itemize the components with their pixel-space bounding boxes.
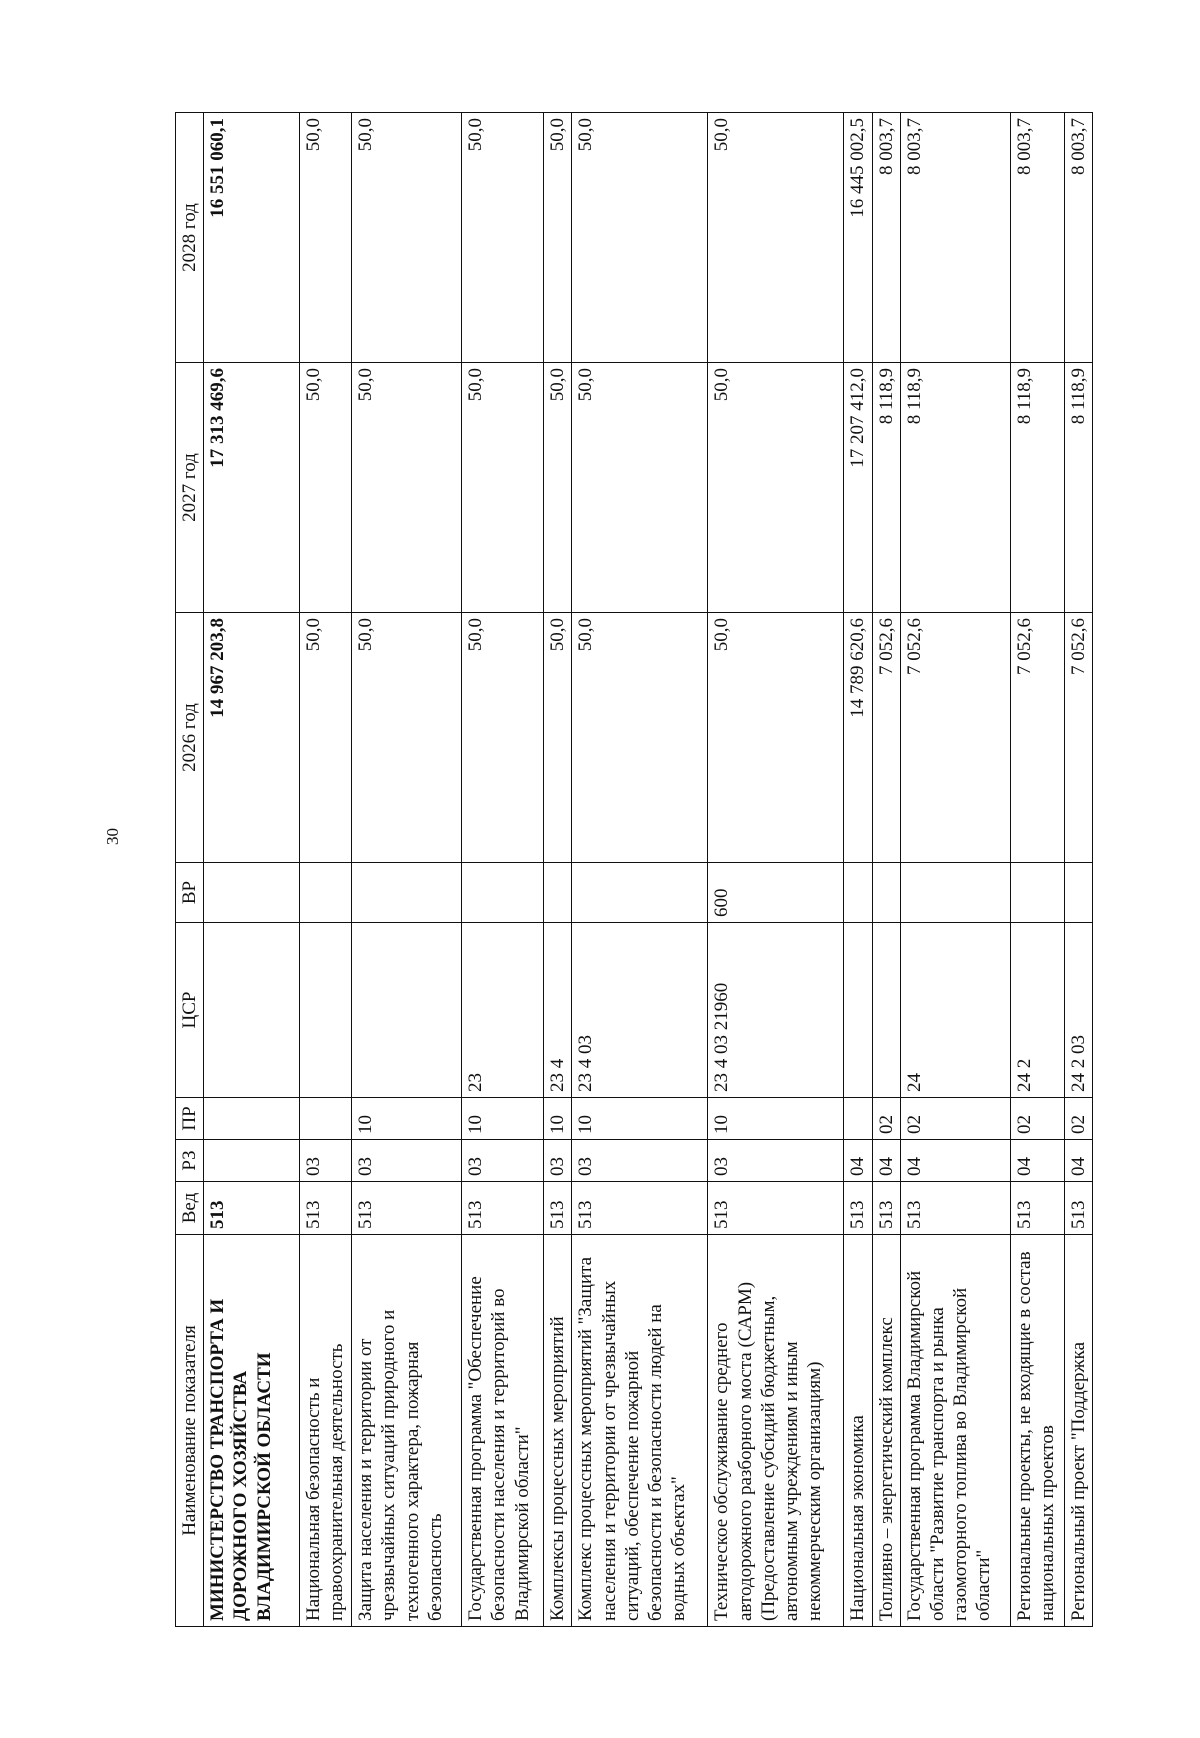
row-vr [1064, 863, 1092, 923]
row-pr: 10 [544, 1098, 572, 1140]
row-ved: 513 [1064, 1182, 1092, 1235]
row-2028: 50,0 [352, 113, 462, 363]
row-vr: 600 [708, 863, 844, 923]
row-pr [844, 1098, 872, 1140]
row-2026: 50,0 [572, 613, 708, 863]
table-row [844, 113, 872, 1627]
row-name: Топливно – энергетический комплекс [872, 1235, 900, 1627]
row-ved: 513 [352, 1182, 462, 1235]
row-2027: 8 118,9 [1064, 363, 1092, 613]
table-row [1064, 113, 1092, 1627]
row-name: Региональные проекты, не входящие в состав национальных проектов [1010, 1235, 1064, 1627]
row-pr: 10 [462, 1098, 544, 1140]
row-vr [900, 863, 1010, 923]
header-2027: 2027 год [176, 363, 204, 613]
header-vr: ВР [176, 863, 204, 923]
row-ved: 513 [462, 1182, 544, 1235]
row-pr [300, 1098, 352, 1140]
table-row [572, 113, 708, 1627]
row-2027: 50,0 [352, 363, 462, 613]
row-csr: 23 4 03 21960 [708, 923, 844, 1098]
row-2027: 50,0 [572, 363, 708, 613]
table-row [708, 113, 844, 1627]
row-name: Техническое обслуживание среднего автодорожного разборного моста (САРМ) (Предоставление субсидий бюджетным, автономным учреждениям и иным некоммерческим организациям) [708, 1235, 844, 1627]
header-csr: ЦСР [176, 923, 204, 1098]
row-2027: 8 118,9 [1010, 363, 1064, 613]
header-name: Наименование показателя [176, 1235, 204, 1627]
row-vr [1010, 863, 1064, 923]
row-ved: 513 [872, 1182, 900, 1235]
row-2028: 50,0 [708, 113, 844, 363]
header-2026: 2026 год [176, 613, 204, 863]
row-2028: 8 003,7 [872, 113, 900, 363]
row-ved: 513 [900, 1182, 1010, 1235]
row-ved: 513 [1010, 1182, 1064, 1235]
row-rz: 04 [872, 1140, 900, 1182]
row-ved: 513 [844, 1182, 872, 1235]
row-rz: 03 [352, 1140, 462, 1182]
rotated-page-content [175, 113, 1198, 1627]
row-2026: 50,0 [352, 613, 462, 863]
row-rz: 04 [1064, 1140, 1092, 1182]
row-name: Государственная программа Владимирской области "Развитие транспорта и рынка газомоторного топлива во Владимирской области" [900, 1235, 1010, 1627]
row-2028: 50,0 [462, 113, 544, 363]
row-rz [204, 1140, 300, 1182]
table-row [900, 113, 1010, 1627]
row-pr: 10 [708, 1098, 844, 1140]
row-ved: 513 [708, 1182, 844, 1235]
table-header-row [176, 113, 204, 1627]
row-name: Государственная программа "Обеспечение безопасности населения и территорий во Владимирской области" [462, 1235, 544, 1627]
row-2027: 50,0 [544, 363, 572, 613]
row-csr: 23 4 [544, 923, 572, 1098]
table-row [544, 113, 572, 1627]
table-row [462, 113, 544, 1627]
row-pr: 10 [572, 1098, 708, 1140]
table-row [1010, 113, 1064, 1627]
row-rz: 04 [900, 1140, 1010, 1182]
row-2027: 17 207 412,0 [844, 363, 872, 613]
table-row [300, 113, 352, 1627]
row-2027: 17 313 469,6 [204, 363, 300, 613]
row-2026: 50,0 [708, 613, 844, 863]
row-2028: 16 445 002,5 [844, 113, 872, 363]
row-name: Защита населения и территории от чрезвычайных ситуаций природного и техногенного характера, пожарная безопасность [352, 1235, 462, 1627]
row-name: МИНИСТЕРСТВО ТРАНСПОРТА И ДОРОЖНОГО ХОЗЯЙСТВА ВЛАДИМИРСКОЙ ОБЛАСТИ [204, 1235, 300, 1627]
table-row [352, 113, 462, 1627]
row-ved: 513 [204, 1182, 300, 1235]
row-csr [204, 923, 300, 1098]
row-pr: 02 [872, 1098, 900, 1140]
row-ved: 513 [544, 1182, 572, 1235]
row-ved: 513 [300, 1182, 352, 1235]
row-pr: 02 [1010, 1098, 1064, 1140]
header-pr: ПР [176, 1098, 204, 1140]
row-pr: 02 [900, 1098, 1010, 1140]
header-2028: 2028 год [176, 113, 204, 363]
row-name: Национальная безопасность и правоохранительная деятельность [300, 1235, 352, 1627]
row-vr [872, 863, 900, 923]
row-rz: 03 [544, 1140, 572, 1182]
row-csr [300, 923, 352, 1098]
row-2027: 50,0 [708, 363, 844, 613]
row-csr: 23 [462, 923, 544, 1098]
row-2026: 7 052,6 [1064, 613, 1092, 863]
row-pr: 10 [352, 1098, 462, 1140]
row-2028: 8 003,7 [900, 113, 1010, 363]
row-rz: 03 [572, 1140, 708, 1182]
row-pr [204, 1098, 300, 1140]
row-2026: 7 052,6 [872, 613, 900, 863]
row-2028: 50,0 [544, 113, 572, 363]
row-2026: 14 967 203,8 [204, 613, 300, 863]
row-csr [352, 923, 462, 1098]
row-ved: 513 [572, 1182, 708, 1235]
row-2026: 50,0 [462, 613, 544, 863]
row-2027: 50,0 [462, 363, 544, 613]
row-2028: 16 551 060,1 [204, 113, 300, 363]
row-vr [544, 863, 572, 923]
budget-table [175, 112, 1093, 1627]
row-2028: 8 003,7 [1010, 113, 1064, 363]
header-ved: Вед [176, 1182, 204, 1235]
row-2027: 8 118,9 [900, 363, 1010, 613]
row-csr [872, 923, 900, 1098]
row-2027: 50,0 [300, 363, 352, 613]
row-2026: 14 789 620,6 [844, 613, 872, 863]
header-rz: РЗ [176, 1140, 204, 1182]
row-csr: 23 4 03 [572, 923, 708, 1098]
row-rz: 04 [844, 1140, 872, 1182]
page-number: 30 [103, 828, 122, 845]
table-row [872, 113, 900, 1627]
row-2026: 50,0 [300, 613, 352, 863]
row-csr [844, 923, 872, 1098]
table-row [204, 113, 300, 1627]
row-rz: 03 [462, 1140, 544, 1182]
row-2026: 7 052,6 [900, 613, 1010, 863]
row-rz: 04 [1010, 1140, 1064, 1182]
row-csr: 24 [900, 923, 1010, 1098]
row-name: Национальная экономика [844, 1235, 872, 1627]
row-pr: 02 [1064, 1098, 1092, 1140]
row-name: Комплекс процессных мероприятий "Защита населения и территории от чрезвычайных ситуаций, обеспечение пожарной безопасности и безопасности людей на водных объектах" [572, 1235, 708, 1627]
row-csr: 24 2 03 [1064, 923, 1092, 1098]
row-rz: 03 [708, 1140, 844, 1182]
row-2026: 7 052,6 [1010, 613, 1064, 863]
row-2028: 50,0 [300, 113, 352, 363]
row-2028: 8 003,7 [1064, 113, 1092, 363]
row-2027: 8 118,9 [872, 363, 900, 613]
row-csr: 24 2 [1010, 923, 1064, 1098]
row-vr [462, 863, 544, 923]
row-vr [572, 863, 708, 923]
row-vr [844, 863, 872, 923]
row-name: Региональный проект "Поддержка [1064, 1235, 1092, 1627]
row-name: Комплексы процессных мероприятий [544, 1235, 572, 1627]
row-vr [352, 863, 462, 923]
row-vr [300, 863, 352, 923]
row-2026: 50,0 [544, 613, 572, 863]
row-rz: 03 [300, 1140, 352, 1182]
row-vr [204, 863, 300, 923]
row-2028: 50,0 [572, 113, 708, 363]
